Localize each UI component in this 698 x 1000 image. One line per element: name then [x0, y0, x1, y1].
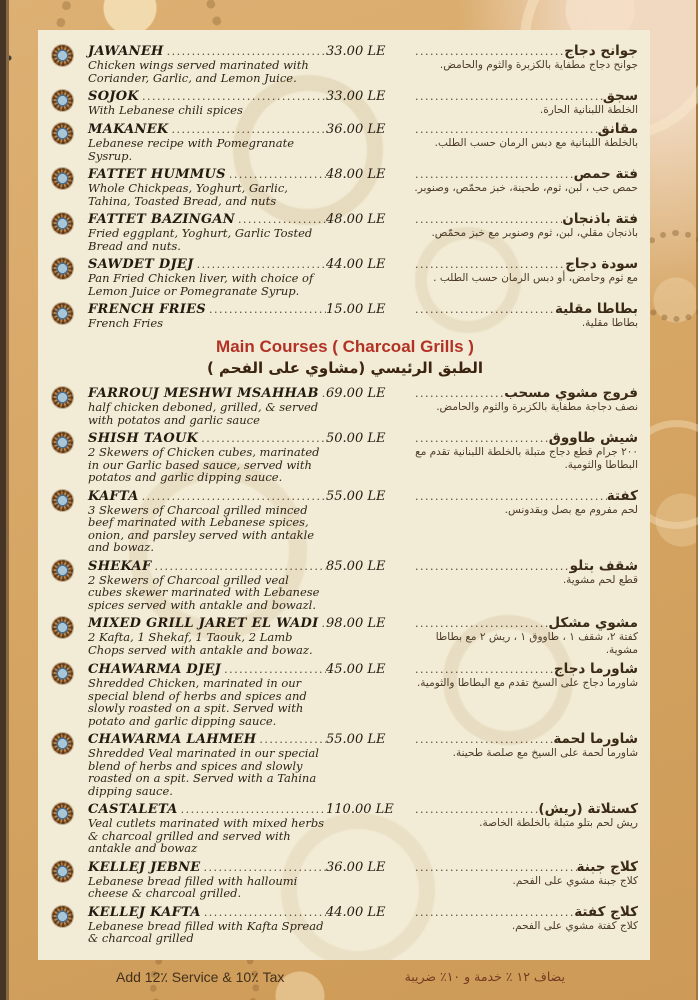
item-name-ar: كلاج كفتة [574, 903, 638, 920]
dotted-leader [412, 802, 538, 817]
menu-item [52, 732, 638, 797]
item-icon-column [52, 212, 88, 252]
item-name-line [88, 167, 326, 182]
item-name-line-ar [412, 860, 638, 875]
dotted-leader [226, 167, 326, 182]
item-icon-column [52, 302, 88, 330]
item-name-ar: مقانق [597, 121, 638, 137]
item-name-ar: شقف بتلو [569, 557, 638, 574]
menu-item [52, 89, 638, 117]
item-price: 110.00 LE [326, 802, 394, 817]
section-header-ar: الطبق الرئيسي (مشاوي على الفحم ) [206, 359, 484, 377]
item-price: 48.00 LE [326, 212, 386, 227]
item-english-column [88, 732, 326, 797]
item-name-line-ar [412, 302, 638, 317]
item-desc-ar: كفتة ٢، شقف ١ ، طاووق ١ ، ريش ٢ مع بطاطا مشوية. [435, 631, 638, 656]
item-name-ar: جوانح دجاج [564, 43, 638, 59]
item-icon-column [52, 802, 88, 855]
item-arabic-column [412, 802, 638, 855]
item-name-line-ar [412, 122, 638, 137]
item-desc-ar: كلاج جبنة مشوي على الفحم. [512, 874, 638, 887]
medallion-icon [52, 258, 73, 279]
menu-item [52, 489, 638, 554]
item-english-column [88, 431, 326, 484]
section-header-en: Main Courses ( Charcoal Grills ) [216, 337, 474, 356]
item-arabic-column [412, 302, 638, 330]
section-header [52, 336, 638, 378]
menu-item [52, 662, 638, 727]
medallion-icon [52, 213, 73, 234]
item-name-line [88, 431, 326, 446]
item-name-en: CASTALETA [88, 802, 178, 817]
item-name-en: FARROUJ MESHWI MSAHHAB [88, 386, 319, 401]
item-price: 45.00 LE [326, 662, 386, 677]
dotted-leader [169, 122, 326, 137]
menu-item [52, 616, 638, 657]
dotted-leader [319, 386, 326, 401]
page-left-border [6, 0, 9, 1000]
item-icon-column [52, 386, 88, 426]
item-name-line [88, 489, 326, 504]
item-arabic-column [412, 431, 638, 484]
item-arabic-column [412, 122, 638, 162]
item-name-line-ar [412, 257, 638, 272]
item-english-column [88, 122, 326, 162]
item-name-en: KELLEJ KAFTA [88, 904, 201, 920]
dotted-leader [412, 431, 549, 446]
item-arabic-column [412, 662, 638, 727]
dotted-leader [412, 489, 607, 504]
item-desc-ar: قطع لحم مشوية. [562, 573, 638, 586]
item-arabic-column [412, 559, 638, 612]
item-english-column [88, 212, 326, 252]
item-name-line-ar [412, 386, 638, 401]
medallion-icon [52, 906, 73, 927]
item-english-column [88, 559, 326, 612]
medallion-icon [52, 733, 73, 754]
item-name-en: FATTET HUMMUS [88, 167, 226, 182]
item-desc-en: Fried eggplant, Yoghurt, Garlic Tosted Bread and nuts. [88, 226, 313, 253]
dotted-leader [178, 802, 326, 817]
item-price: 36.00 LE [326, 859, 386, 875]
item-name-en: CHAWARMA LAHMEH [88, 732, 257, 747]
item-name-ar: شاورما دجاج [553, 661, 638, 677]
item-desc-en: Lebanese bread filled with halloumi cheese & charcoal grilled. [88, 873, 298, 900]
item-desc-en: With Lebanese chili spices [88, 103, 243, 117]
item-english-column [88, 257, 326, 297]
item-icon-column [52, 860, 88, 900]
item-arabic-column [412, 44, 638, 84]
item-desc-ar: ريش لحم بتلو متبلة بالخلطة الخاصة. [479, 817, 638, 829]
item-icon-column [52, 257, 88, 297]
dotted-leader [412, 860, 577, 875]
item-desc-ar: شاورما دجاج على السيخ تقدم مع البطاطا والثومية. [416, 677, 638, 689]
item-desc-en: Shredded Veal marinated in our special blend of herbs and spices and slowly roasted on a spit. Served with a Tahina dipping sauce. [88, 746, 319, 798]
item-desc-ar: بطاطا مقلية. [581, 317, 638, 329]
menu-content [38, 30, 650, 960]
dotted-leader [412, 559, 570, 574]
medallion-icon [52, 560, 73, 581]
item-name-en: SAWDET DJEJ [88, 257, 194, 272]
item-desc-en: half chicken deboned, grilled, & served with potatos and garlic sauce [88, 400, 319, 427]
menu-item [52, 302, 638, 330]
item-name-en: JAWANEH [88, 44, 164, 59]
item-name-ar: كستلاتة (ريش) [538, 801, 638, 817]
item-arabic-column [412, 860, 638, 900]
item-english-column [88, 905, 326, 945]
item-name-en: KELLEJ JEBNE [88, 859, 201, 875]
item-icon-column [52, 616, 88, 657]
dotted-leader [412, 386, 504, 401]
item-name-line-ar [412, 44, 638, 59]
item-arabic-column [412, 89, 638, 117]
item-arabic-column [412, 212, 638, 252]
item-price: 69.00 LE [326, 386, 386, 401]
item-english-column [88, 167, 326, 207]
item-name-line [88, 89, 326, 104]
item-name-ar: كفتة [606, 487, 638, 504]
item-name-line [88, 616, 326, 631]
item-desc-ar: جوانح دجاج مطفاية بالكزبرة والثوم والحامض. [439, 59, 638, 71]
item-icon-column [52, 89, 88, 117]
item-desc-ar: شاورما لحمة على السيخ مع صلصة طحينة. [452, 747, 638, 759]
medallion-icon [52, 90, 73, 111]
item-price: 55.00 LE [326, 732, 386, 747]
item-english-column [88, 44, 326, 84]
dotted-leader [412, 905, 574, 920]
medallion-icon [52, 387, 73, 408]
dotted-leader [201, 905, 326, 920]
item-english-column [88, 616, 326, 657]
item-english-column [88, 302, 326, 330]
item-name-line-ar [412, 167, 638, 182]
item-arabic-column [412, 489, 638, 554]
item-icon-column [52, 662, 88, 727]
item-desc-ar: حمص حب ، لبن، ثوم، طحينة، خبز محمّص، وصنوبر. [414, 182, 638, 194]
dotted-leader [139, 89, 326, 104]
dotted-leader [412, 44, 564, 59]
item-desc-en: Shredded Chicken, marinated in our special blend of herbs and spices and slowly roasted on a spit. Served with potato and garlic dipping sauce. [88, 676, 307, 728]
item-name-en: FRENCH FRIES [88, 302, 206, 317]
item-price: 36.00 LE [326, 122, 386, 137]
item-desc-ar: ٢٠٠ جرام قطع دجاج متبلة بالخلطة اللبنانية تقدم مع البطاطا والثومية. [415, 446, 638, 471]
item-price: 55.00 LE [326, 488, 386, 504]
item-name-en: KAFTA [88, 488, 139, 504]
item-name-ar: مشوي مشكل [548, 615, 638, 631]
item-english-column [88, 489, 326, 554]
item-desc-en: Lebanese recipe with Pomegranate Sysrup. [88, 136, 294, 163]
dotted-leader [319, 616, 327, 631]
menu-item [52, 802, 638, 855]
item-icon-column [52, 431, 88, 484]
item-desc-ar: كلاج كفتة مشوي على الفحم. [511, 919, 638, 932]
dotted-leader [194, 257, 326, 272]
item-name-ar: كلاج جبنة [576, 858, 638, 875]
dotted-leader [139, 489, 326, 504]
dotted-leader [201, 860, 326, 875]
item-price: 33.00 LE [326, 89, 386, 104]
item-name-line [88, 732, 326, 747]
dotted-leader [151, 559, 326, 574]
item-price: 85.00 LE [326, 558, 386, 574]
dotted-leader [412, 122, 598, 137]
mains-list [52, 386, 638, 945]
item-arabic-column [412, 257, 638, 297]
item-name-line [88, 662, 326, 677]
item-arabic-column [412, 167, 638, 207]
medallion-icon [52, 123, 73, 144]
item-name-line-ar [412, 431, 638, 446]
item-desc-ar: نصف دجاجة مطفاية بالكزبرة والثوم والحامض. [436, 401, 638, 413]
dotted-leader [412, 212, 562, 227]
item-name-line-ar [412, 559, 638, 574]
item-name-ar: شيش طاووق [548, 430, 638, 446]
menu-item [52, 905, 638, 945]
item-name-line-ar [412, 616, 638, 631]
item-desc-ar: مع ثوم وحامض، أو دبس الرمان حسب الطلب . [433, 272, 638, 284]
item-english-column [88, 802, 326, 855]
menu-item [52, 212, 638, 252]
item-icon-column [52, 167, 88, 207]
dotted-leader [221, 662, 326, 677]
item-desc-en: 3 Skewers of Charcoal grilled minced beef marinated with Lebanese spices, onion, and parsley served with antakle and bowaz. [88, 502, 315, 554]
item-name-ar: فتة باذنجان [562, 211, 638, 227]
item-desc-ar: لحم مفروم مع بصل وبقدونس. [504, 503, 638, 516]
menu-item [52, 44, 638, 84]
dotted-leader [412, 89, 603, 104]
item-english-column [88, 386, 326, 426]
item-desc-en: French Fries [88, 316, 164, 330]
medallion-icon [52, 168, 73, 189]
item-price: 33.00 LE [326, 44, 386, 59]
item-name-line [88, 212, 326, 227]
medallion-icon [52, 490, 73, 511]
item-name-line [88, 386, 326, 401]
item-name-line [88, 860, 326, 875]
item-name-line [88, 257, 326, 272]
item-name-line [88, 905, 326, 920]
dotted-leader [164, 44, 326, 59]
medallion-icon [52, 303, 73, 324]
item-price: 44.00 LE [326, 904, 386, 920]
item-desc-en: Lebanese bread filled with Kafta Spread & charcoal grilled [88, 918, 324, 945]
footer-note-en: Add 12٪ Service & 10٪ Tax [116, 969, 285, 985]
item-desc-ar: باذنجان مقلي، لبن، ثوم وصنوبر مع خبز محمّص. [431, 227, 638, 239]
item-name-line [88, 302, 326, 317]
item-icon-column [52, 559, 88, 612]
item-arabic-column [412, 905, 638, 945]
item-desc-ar: الخلطة اللبنانية الحارة. [539, 104, 638, 116]
menu-item [52, 167, 638, 207]
item-icon-column [52, 122, 88, 162]
medallion-icon [52, 803, 73, 824]
item-english-column [88, 860, 326, 900]
item-icon-column [52, 732, 88, 797]
item-name-line [88, 122, 326, 137]
item-name-ar: شاورما لحمة [553, 731, 638, 747]
item-name-line-ar [412, 662, 638, 677]
item-desc-en: 2 Skewers of Chicken cubes, marinated in our Garlic based sauce, served with potatos and garlic dipping sauce. [88, 445, 320, 484]
item-name-ar: سجق [602, 88, 638, 104]
item-icon-column [52, 905, 88, 945]
item-name-en: CHAWARMA DJEJ [88, 662, 222, 677]
menu-item [52, 122, 638, 162]
item-name-en: MIXED GRILL JARET EL WADI [88, 616, 319, 631]
item-price: 98.00 LE [326, 616, 386, 631]
footer-note-ar: يضاف ١٢ ٪ خدمة و ١٠٪ ضريبة [404, 969, 565, 984]
item-arabic-column [412, 616, 638, 657]
dotted-leader [412, 167, 574, 182]
item-icon-column [52, 489, 88, 554]
dotted-leader [412, 732, 553, 747]
item-price: 50.00 LE [326, 431, 386, 446]
medallion-icon [52, 663, 73, 684]
item-name-ar: سودة دجاج [565, 256, 638, 272]
medallion-icon [52, 45, 73, 66]
item-desc-en: Chicken wings served marinated with Coriander, Garlic, and Lemon Juice. [88, 58, 309, 85]
item-name-en: SHEKAF [88, 558, 152, 574]
item-name-en: MAKANEK [88, 122, 169, 137]
item-arabic-column [412, 732, 638, 797]
dotted-leader [206, 302, 326, 317]
item-name-line [88, 802, 326, 817]
item-name-line-ar [412, 212, 638, 227]
dotted-leader [412, 662, 554, 677]
item-name-en: SHISH TAOUK [88, 431, 199, 446]
item-arabic-column [412, 386, 638, 426]
starters-list [52, 44, 638, 330]
dotted-leader [412, 616, 548, 631]
item-price: 48.00 LE [326, 167, 386, 182]
item-name-en: FATTET BAZINGAN [88, 212, 235, 227]
item-name-line-ar [412, 489, 638, 504]
dotted-leader [235, 212, 326, 227]
dotted-leader [412, 257, 565, 272]
item-desc-ar: بالخلطة اللبنانية مع دبس الرمان حسب الطلب. [434, 137, 638, 149]
item-name-line-ar [412, 802, 638, 817]
menu-item [52, 860, 638, 900]
item-name-line [88, 44, 326, 59]
item-price: 44.00 LE [326, 257, 386, 272]
item-name-en: SOJOK [88, 89, 139, 104]
item-english-column [88, 89, 326, 117]
item-english-column [88, 662, 326, 727]
medallion-icon [52, 861, 73, 882]
dotted-leader [198, 431, 326, 446]
item-name-line-ar [412, 732, 638, 747]
dotted-leader [412, 302, 555, 317]
menu-item [52, 559, 638, 612]
item-icon-column [52, 44, 88, 84]
menu-item [52, 257, 638, 297]
item-desc-en: Whole Chickpeas, Yoghurt, Garlic, Tahina, Toasted Bread, and nuts [88, 181, 288, 208]
item-desc-en: Veal cutlets marinated with mixed herbs & charcoal grilled and served with antakle and bowaz [88, 816, 325, 855]
menu-item [52, 431, 638, 484]
item-price: 15.00 LE [326, 302, 386, 317]
medallion-icon [52, 617, 73, 638]
dotted-leader [256, 732, 326, 747]
item-desc-en: 2 Skewers of Charcoal grilled veal cubes skewer marinated with Lebanese spices served with antakle and bowazl. [88, 572, 320, 612]
menu-item [52, 386, 638, 426]
item-name-ar: بطاطا مقلية [554, 301, 638, 317]
item-name-ar: فروج مشوي مسحب [504, 385, 638, 401]
service-tax-note [38, 963, 650, 986]
item-name-line-ar [412, 89, 638, 104]
item-desc-en: Pan Fried Chicken liver, with choice of Lemon Juice or Pomegranate Syrup. [88, 271, 314, 298]
item-desc-en: 2 Kafta, 1 Shekaf, 1 Taouk, 2 Lamb Chops served with antakle and bowaz. [88, 630, 313, 657]
item-name-ar: فتة حمص [573, 166, 638, 182]
medallion-icon [52, 432, 73, 453]
item-name-line [88, 559, 326, 574]
item-name-line-ar [412, 905, 638, 920]
